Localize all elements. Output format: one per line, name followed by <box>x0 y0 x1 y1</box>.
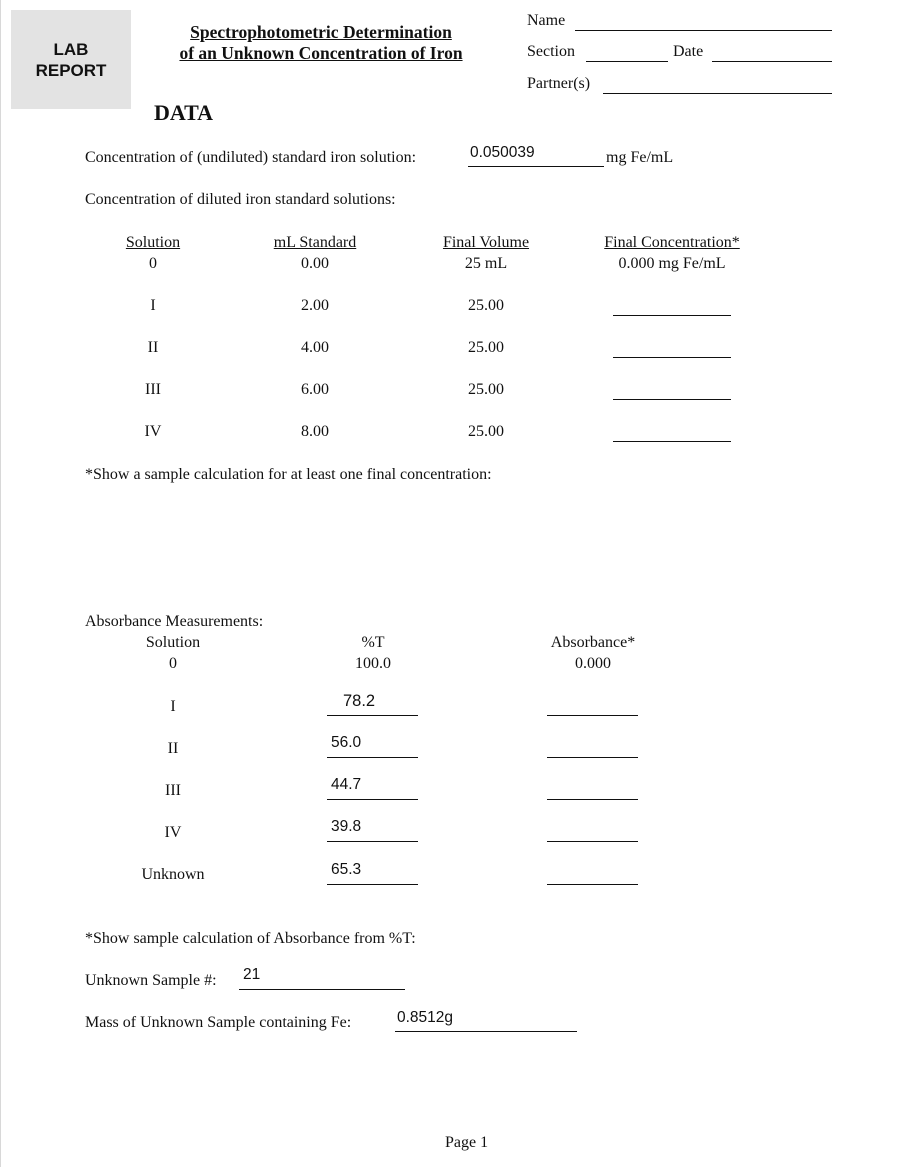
dilution-row-conc: 0.000 mg Fe/mL <box>618 255 726 272</box>
dilution-row-ml: 4.00 <box>301 339 329 356</box>
partners-field[interactable] <box>603 93 832 94</box>
dilution-header-ml: mL Standard <box>273 234 357 251</box>
dilution-row-solution: 0 <box>149 255 157 272</box>
dilution-header-conc: Final Concentration* <box>604 234 740 251</box>
stock-conc-unit: mg Fe/mL <box>606 149 674 166</box>
sample-calc-area[interactable] <box>85 492 845 602</box>
absorbance-label: Absorbance Measurements: <box>85 613 264 630</box>
mass-field[interactable] <box>395 1031 577 1032</box>
absorbance-field-2[interactable] <box>547 757 638 758</box>
absorbance-row-abs: 0.000 <box>575 655 611 672</box>
final-conc-field-2[interactable] <box>613 357 731 358</box>
dilution-row-ml: 6.00 <box>301 381 329 398</box>
absorbance-row-solution: IV <box>164 824 182 841</box>
date-label: Date <box>673 43 704 60</box>
stock-conc-field[interactable] <box>468 166 604 167</box>
name-label: Name <box>527 12 566 29</box>
dilution-header-volume: Final Volume <box>442 234 530 251</box>
dilution-row-volume: 25.00 <box>468 381 504 398</box>
abs-calc-note: *Show sample calculation of Absorbance from %T: <box>85 930 416 947</box>
data-heading: DATA <box>154 100 214 125</box>
absorbance-row-solution: III <box>165 782 181 799</box>
unknown-sample-field[interactable] <box>239 989 405 990</box>
unknown-sample-label: Unknown Sample #: <box>85 972 217 989</box>
stock-conc-value: 0.050039 <box>470 144 535 161</box>
dilution-row-volume: 25.00 <box>468 423 504 440</box>
absorbance-header-solution: Solution <box>145 634 201 651</box>
final-conc-field-3[interactable] <box>613 399 731 400</box>
dilution-row-volume: 25.00 <box>468 297 504 314</box>
absorbance-row-t: 56.0 <box>331 734 362 751</box>
absorbance-header-abs: Absorbance* <box>550 634 636 651</box>
absorbance-row-solution: II <box>167 740 179 757</box>
final-conc-field-4[interactable] <box>613 441 731 442</box>
absorbance-header-t: %T <box>361 634 385 651</box>
dilution-row-ml: 2.00 <box>301 297 329 314</box>
absorbance-field-4[interactable] <box>547 841 638 842</box>
absorbance-field-3[interactable] <box>547 799 638 800</box>
absorbance-row-t: 44.7 <box>331 776 362 793</box>
mass-label: Mass of Unknown Sample containing Fe: <box>85 1014 352 1031</box>
sample-calc-note: *Show a sample calculation for at least one final concentration: <box>85 466 492 483</box>
final-conc-field-1[interactable] <box>613 315 731 316</box>
absorbance-row-solution: Unknown <box>141 866 205 883</box>
percent-t-field-unknown[interactable] <box>327 884 418 885</box>
absorbance-field-unknown[interactable] <box>547 884 638 885</box>
absorbance-row-t: 100.0 <box>355 655 391 672</box>
percent-t-field-3[interactable] <box>327 799 418 800</box>
title-line-2: of an Unknown Concentration of Iron <box>179 43 463 63</box>
stock-conc-label: Concentration of (undiluted) standard iron solution: <box>85 149 417 166</box>
percent-t-field-1[interactable] <box>327 715 418 716</box>
dilution-row-ml: 0.00 <box>301 255 329 272</box>
dilution-row-solution: II <box>147 339 159 356</box>
dilution-row-solution: IV <box>144 423 162 440</box>
absorbance-row-solution: I <box>170 698 176 715</box>
section-field[interactable] <box>586 61 668 62</box>
absorbance-row-t: 65.3 <box>331 861 362 878</box>
absorbance-row-t: 78.2 <box>343 692 376 710</box>
dilution-header-solution: Solution <box>125 234 181 251</box>
date-field[interactable] <box>712 61 832 62</box>
section-label: Section <box>527 43 575 60</box>
title-line-1: Spectrophotometric Determination <box>190 22 452 42</box>
absorbance-row-solution: 0 <box>169 655 177 672</box>
absorbance-field-1[interactable] <box>547 715 638 716</box>
page-number: Page 1 <box>445 1134 489 1151</box>
absorbance-row-t: 39.8 <box>331 818 362 835</box>
dilution-row-volume: 25.00 <box>468 339 504 356</box>
percent-t-field-2[interactable] <box>327 757 418 758</box>
percent-t-field-4[interactable] <box>327 841 418 842</box>
unknown-sample-value: 21 <box>243 966 261 983</box>
dilution-row-volume: 25 mL <box>464 255 508 272</box>
report-title <box>161 22 481 64</box>
badge-line-1: LAB <box>53 39 89 59</box>
mass-value: 0.8512g <box>397 1009 454 1026</box>
name-field[interactable] <box>575 30 832 31</box>
badge-line-2: REPORT <box>35 60 107 80</box>
diluted-label: Concentration of diluted iron standard solutions: <box>85 191 396 208</box>
partners-label: Partner(s) <box>527 75 591 92</box>
dilution-row-solution: I <box>150 297 156 314</box>
lab-report-badge <box>11 10 131 109</box>
dilution-row-solution: III <box>145 381 161 398</box>
dilution-row-ml: 8.00 <box>301 423 329 440</box>
